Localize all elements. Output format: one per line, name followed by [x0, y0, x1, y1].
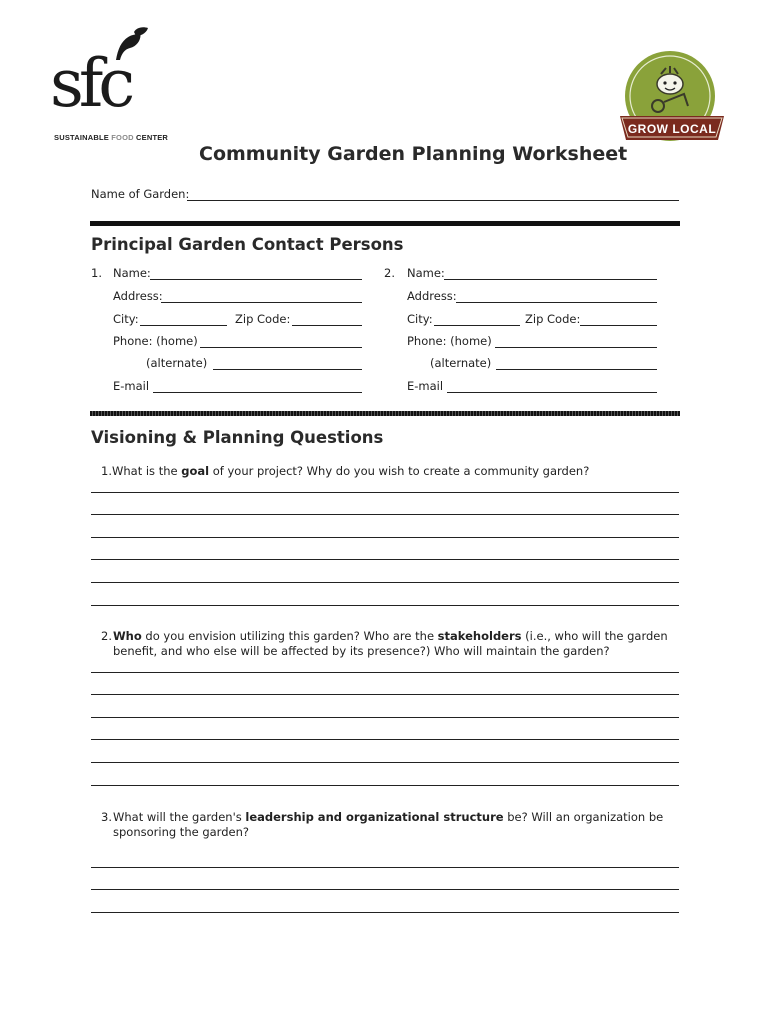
grow-local-badge	[614, 44, 730, 148]
contact1-email-field[interactable]	[153, 392, 362, 393]
contact2-address-label: Address:	[407, 289, 457, 303]
contact2-number: 2.	[384, 266, 395, 280]
contact1-city-label: City:	[113, 312, 139, 326]
contact2-city-field[interactable]	[434, 325, 520, 326]
visioning-heading: Visioning & Planning Questions	[91, 428, 384, 447]
contact1-number: 1.	[91, 266, 102, 280]
q1-answer-line[interactable]	[91, 537, 679, 538]
contact1-phone-field[interactable]	[200, 347, 362, 348]
contact1-phone-label: Phone: (home)	[113, 334, 198, 348]
question-2-number: 2.	[101, 629, 112, 643]
section-divider	[90, 411, 680, 416]
question-1: 1.What is the goal of your project? Why do you wish to create a community garden?	[101, 464, 590, 478]
contact2-email-field[interactable]	[447, 392, 657, 393]
sfc-logo	[50, 26, 169, 146]
q3-answer-line[interactable]	[91, 889, 679, 890]
q2-answer-line[interactable]	[91, 739, 679, 740]
q2-answer-line[interactable]	[91, 785, 679, 786]
q1-answer-line[interactable]	[91, 582, 679, 583]
contact2-alt-label: (alternate)	[430, 356, 492, 370]
garden-name-label: Name of Garden:	[91, 187, 190, 201]
contact2-name-field[interactable]	[444, 279, 657, 280]
contact1-email-label: E-mail	[113, 379, 150, 393]
sfc-tagline: SUSTAINABLE FOOD CENTER	[54, 133, 169, 142]
contact2-email-label: E-mail	[407, 379, 444, 393]
contact2-zip-label: Zip Code:	[525, 312, 581, 326]
contact2-alt-field[interactable]	[496, 369, 657, 370]
q1-answer-line[interactable]	[91, 514, 679, 515]
question-3-number: 3.	[101, 810, 112, 824]
q2-answer-line[interactable]	[91, 762, 679, 763]
sfc-letters: sfc	[50, 45, 131, 122]
contact1-address-label: Address:	[113, 289, 163, 303]
q1-answer-line[interactable]	[91, 492, 679, 493]
grow-local-text: GROW LOCAL	[627, 122, 717, 136]
q3-answer-line[interactable]	[91, 912, 679, 913]
question-2: Who do you envision utilizing this garden? Who are the stakeholders (i.e., who will the garden benefit, and who else will be affected by its presence?) Who will maintain the garden?	[113, 629, 668, 658]
q2-answer-line[interactable]	[91, 694, 679, 695]
contact1-city-field[interactable]	[140, 325, 227, 326]
contact1-name-field[interactable]	[150, 279, 362, 280]
q2-answer-line[interactable]	[91, 717, 679, 718]
q2-answer-line[interactable]	[91, 672, 679, 673]
contact2-phone-field[interactable]	[495, 347, 657, 348]
contact2-zip-field[interactable]	[580, 325, 657, 326]
q1-answer-line[interactable]	[91, 605, 679, 606]
section-divider	[90, 221, 680, 226]
q3-answer-line[interactable]	[91, 867, 679, 868]
contact2-name-label: Name:	[407, 266, 445, 280]
contact1-alt-label: (alternate)	[146, 356, 208, 370]
contact1-alt-field[interactable]	[213, 369, 362, 370]
contact2-address-field[interactable]	[456, 302, 657, 303]
contact1-zip-label: Zip Code:	[235, 312, 291, 326]
contact2-city-label: City:	[407, 312, 433, 326]
page-title: Community Garden Planning Worksheet	[199, 143, 628, 165]
question-3: What will the garden's leadership and organizational structure be? Will an organization be sponsoring the garden?	[113, 810, 664, 839]
q1-answer-line[interactable]	[91, 559, 679, 560]
contact2-phone-label: Phone: (home)	[407, 334, 492, 348]
contact1-zip-field[interactable]	[292, 325, 362, 326]
contacts-heading: Principal Garden Contact Persons	[91, 235, 404, 254]
contact1-name-label: Name:	[113, 266, 151, 280]
contact1-address-field[interactable]	[161, 302, 362, 303]
garden-name-field[interactable]	[187, 200, 679, 201]
